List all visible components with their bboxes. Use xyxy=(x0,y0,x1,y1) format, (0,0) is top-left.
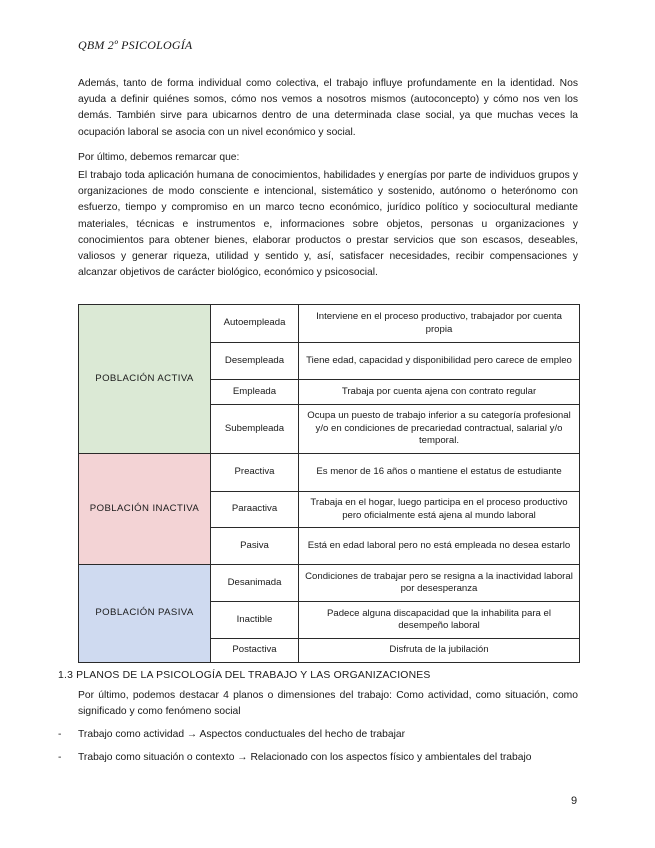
list-item xyxy=(58,728,405,742)
category-cell-activa: POBLACIÓN ACTIVA xyxy=(79,305,211,454)
table-row xyxy=(79,454,580,492)
type-cell: Desanimada xyxy=(211,565,299,602)
type-cell: Subempleada xyxy=(211,405,299,454)
type-cell: Inactible xyxy=(211,602,299,639)
section-paragraph: Por último, podemos destacar 4 planos o dimensiones del trabajo: Como actividad, como situación, como significado y como fenómeno social xyxy=(78,690,578,718)
description-cell: Es menor de 16 años o mantiene el estatus de estudiante xyxy=(299,454,580,492)
intro-paragraph: Por último, debemos remarcar que: xyxy=(78,152,240,163)
type-cell: Desempleada xyxy=(211,343,299,380)
description-cell: Tiene edad, capacidad y disponibilidad pero carece de empleo xyxy=(299,343,580,380)
bullet-text: Trabajo como situación o contexto → Relacionado con los aspectos físico y ambientales del trabajo xyxy=(78,752,532,763)
type-cell: Empleada xyxy=(211,380,299,405)
description-cell: Condiciones de trabajar pero se resigna a la inactividad laboral por desesperanza xyxy=(299,565,580,602)
type-cell: Autoempleada xyxy=(211,305,299,343)
category-cell-inactiva: POBLACIÓN INACTIVA xyxy=(79,454,211,565)
definition-paragraph: El trabajo toda aplicación humana de conocimientos, habilidades y energías por parte de individuos grupos y organizaciones de modo consciente e intencional, sistemático y sostenido, autónomo o heterónomo con esfuerzo, tiempo y compromiso en un marco tecno económico, jurídico político y sociocultural mediante materiales, técnicas e instrumentos e, informaciones sobre objetos, personas u organizaciones y conocimientos para obtener bienes, elaborar productos o prestar servicios que son escasos, deseables, valiosos y generar riqueza, utilidad y sentido y, así, satisfacer necesidades, recibir compensaciones y alcanzar objetivos de carácter biológico, económico y psicosocial. xyxy=(78,170,578,279)
page-header-title: QBM 2º PSICOLOGÍA xyxy=(78,38,193,52)
description-cell: Disfruta de la jubilación xyxy=(299,639,580,663)
description-cell: Interviene en el proceso productivo, trabajador por cuenta propia xyxy=(299,305,580,343)
category-cell-pasiva: POBLACIÓN PASIVA xyxy=(79,565,211,663)
section-heading: 1.3 PLANOS DE LA PSICOLOGÍA DEL TRABAJO Y LAS ORGANIZACIONES xyxy=(58,670,431,681)
description-cell: Ocupa un puesto de trabajo inferior a su categoría profesional y/o en condiciones de precariedad contractual, salarial y/o temporal. xyxy=(299,405,580,454)
description-cell: Está en edad laboral pero no está empleada no desea estarlo xyxy=(299,528,580,565)
description-cell: Padece alguna discapacidad que la inhabilita para el desempeño laboral xyxy=(299,602,580,639)
table-row xyxy=(79,305,580,343)
bullet-text: Trabajo como actividad → Aspectos conductuales del hecho de trabajar xyxy=(78,729,406,740)
type-cell: Preactiva xyxy=(211,454,299,492)
type-cell: Paraactiva xyxy=(211,492,299,528)
bullet-marker: - xyxy=(58,752,62,763)
page-number: 9 xyxy=(571,795,578,807)
list-item xyxy=(58,751,532,765)
identity-paragraph: Además, tanto de forma individual como colectiva, el trabajo influye profundamente en la identidad. Nos ayuda a definir quiénes somos, cómo nos vemos a nosotros mismos (autoconcepto) y cómo nos ven los demás. También sirve para ubicarnos dentro de una determinada clase social, ya que muchas veces la ocupación laboral se asocia con un nivel económico y social. xyxy=(78,78,578,138)
type-cell: Postactiva xyxy=(211,639,299,663)
population-table xyxy=(78,304,580,663)
bullet-marker: - xyxy=(58,729,62,740)
description-cell: Trabaja por cuenta ajena con contrato regular xyxy=(299,380,580,405)
table-row xyxy=(79,565,580,602)
type-cell: Pasiva xyxy=(211,528,299,565)
description-cell: Trabaja en el hogar, luego participa en el proceso productivo pero oficialmente está ajena al mundo laboral xyxy=(299,492,580,528)
